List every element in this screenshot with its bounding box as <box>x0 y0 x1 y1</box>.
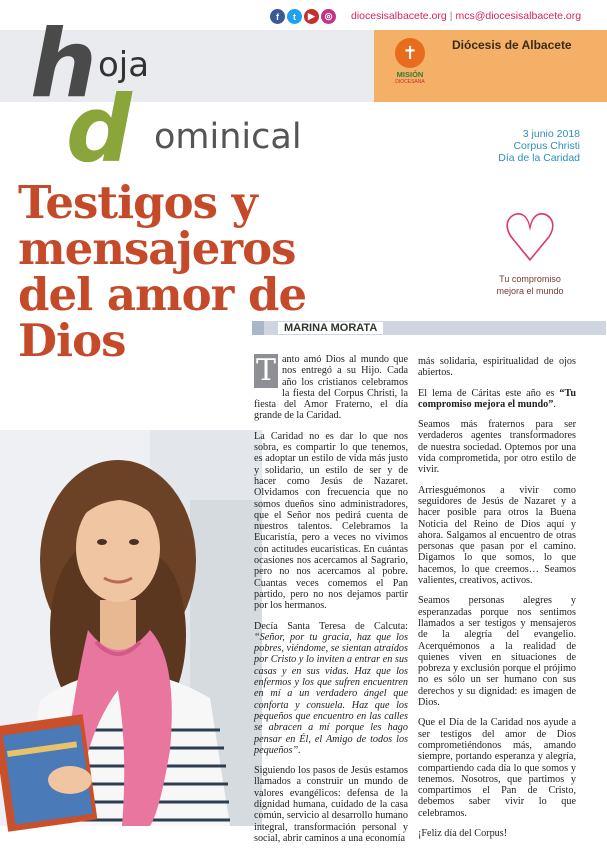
article-paragraph: más solidaria, espiritualidad de ojos abiertos. <box>418 356 576 379</box>
article-column-1 <box>254 354 408 853</box>
article-paragraph: Siguiendo los pasos de Jesús estamos llamados a construir un mundo de valores evangélicos: defensa de la dignidad humana, cuidado de la casa común, servicio al desarrollo humano integral, transformación personal y social, abrir caminos a una economía <box>254 765 408 844</box>
paragraph-text: anto amó Dios al mundo que nos entregó a su Hijo. Cada año los cristianos celebramos la fiesta del Corpus Christi, la fiesta del Amor Fraterno, el día grande de la Caridad. <box>254 354 408 422</box>
author-bar-block <box>252 321 264 335</box>
contact-line <box>351 10 581 22</box>
cross-icon: ✝ <box>395 38 425 68</box>
logo-word-oja: oja <box>98 45 150 85</box>
email-link[interactable]: mcs@diocesisalbacete.org <box>455 10 582 22</box>
caritas-logo <box>480 200 580 296</box>
article-paragraph: Seamos más fraternos para ser verdaderos agentes transformadores de nuestra sociedad. Optemos por una vida comprometida, por otro estilo de vivir. <box>418 419 576 476</box>
youtube-icon[interactable]: ▶ <box>304 9 319 24</box>
caritas-slogan-1: Tu compromiso <box>499 274 561 284</box>
article-paragraph: La Caridad no es dar lo que nos sobra, es compartir lo que tenemos, es adoptar un estilo de vida más justo y solidario, un estilo de ser y de hacer como Jesús de Nazaret. Olvidamos con frecuencia que no somos dueños sino administradores, que el Señor nos pedirá cuenta de nuestros talentos. Celebramos la Eucaristía, pero a veces no vivimos con actitudes eucarísticas. En cuántas ocasiones nos acercamos al Sagrario, pero no nos acercamos al pobre. Cuantas veces comemos el Pan partido, pero no nos dejamos partir por los hermanos. <box>254 430 408 612</box>
article-paragraph: Que el Día de la Caridad nos ayude a ser testigos del amor de Dios comprometiéndonos más, amando siempre, portando esperanza y alegría, compartiendo cada día lo que somos y tenemos. Nosotros, que partimos y compartimos el Pan de Cristo, debemos saber vivir lo que celebramos. <box>418 717 576 819</box>
mision-label: MISIÓN <box>396 70 424 79</box>
teresa-quote: “Señor, por tu gracia, haz que los pobres, viéndome, se sientan atraídos por Cristo y lo inviten a entrar en sus casas y en sus vidas. Haz que los enfermos y los que sufren encuentren en mí a un verdadero ángel que conforta y consuela. Haz que los pequeños que encuentro en las calles se abracen a mí porque les hago pensar en Él, el Amigo de todos los pequeños”. <box>254 631 408 756</box>
feast-name: Corpus Christi <box>513 140 580 152</box>
facebook-icon[interactable]: f <box>270 9 285 24</box>
article-paragraph <box>254 621 408 757</box>
article-paragraph: Seamos personas alegres y esperanzadas porque nos sentimos llamados a ser testigos y mensajeros de la alegría del evangelio. Acerquémonos a la realidad de quienes viven en situaciones de pobreza y exclusión porque el prójimo no es sólo un ser humano con sus derechos y su dignidad: es imagen de Dios. <box>418 595 576 709</box>
page-title: Testigos y mensajeros del amor de Dios <box>18 176 307 367</box>
mision-sub: DIOCESANA <box>395 79 425 85</box>
motto-intro: El lema de Cáritas este año es <box>418 387 555 399</box>
caritas-motto: “Tu compromiso mejora el mundo” <box>418 387 577 410</box>
woman-photo <box>0 430 262 826</box>
date-block <box>498 128 580 164</box>
issue-date: 3 junio 2018 <box>522 128 580 140</box>
diocese-name: Diócesis de Albacete <box>452 38 572 52</box>
logo-word-ominical: ominical <box>154 117 302 157</box>
article-paragraph <box>418 388 576 411</box>
closing-line: ¡Feliz día del Corpus! <box>418 827 508 839</box>
drop-cap: T <box>255 353 276 388</box>
contact-separator: | <box>449 10 453 22</box>
heart-icon: ♡ <box>500 200 560 277</box>
website-link[interactable]: diocesisalbacete.org <box>351 10 447 22</box>
twitter-icon[interactable]: t <box>287 9 302 24</box>
article-paragraph <box>254 354 408 422</box>
mision-logo <box>386 38 434 92</box>
caritas-slogan-2: mejora el mundo <box>496 286 564 296</box>
article-paragraph: Arriesguémonos a vivir como seguidores de Jesús de Nazaret y a hacer posible para otros la Buena Noticia del Reino de Dios aquí y ahora. Salgamos al encuentro de otras personas que pasan por el camino. Digamos lo que somos, lo que hacemos, lo que creemos… Seamos valientes, creativos, activos. <box>418 484 576 587</box>
author-name: MARINA MORATA <box>278 322 383 334</box>
logo-letter-d: d <box>66 76 128 183</box>
article-column-2 <box>418 356 576 848</box>
author-bar-tail <box>398 321 606 335</box>
social-icons <box>270 9 336 24</box>
quote-intro: Decía Santa Teresa de Calcuta: <box>254 620 408 632</box>
motto-end: . <box>553 398 556 410</box>
instagram-icon[interactable]: ◎ <box>321 9 336 24</box>
logo-letter-h: h <box>30 10 93 119</box>
day-name: Día de la Caridad <box>498 152 580 164</box>
